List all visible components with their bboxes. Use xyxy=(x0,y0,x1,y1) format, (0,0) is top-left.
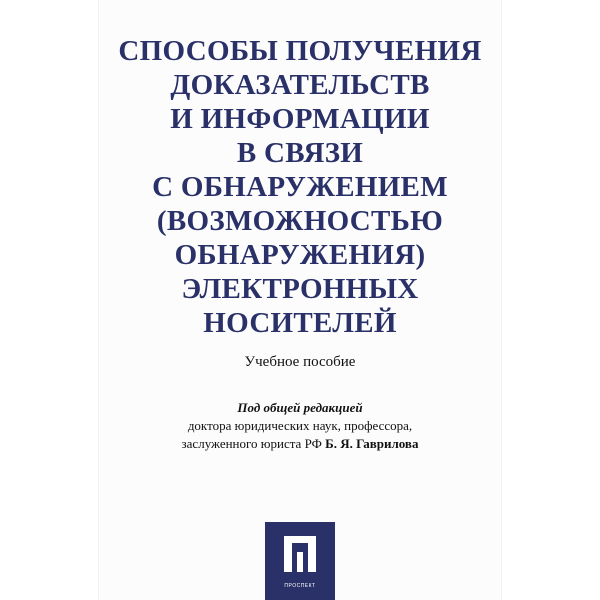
title-line-5: С ОБНАРУЖЕНИЕМ xyxy=(152,171,448,203)
title-line-8: ЭЛЕКТРОННЫХ xyxy=(181,273,419,305)
title-line-4: В СВЯЗИ xyxy=(236,137,364,169)
book-subtitle: Учебное пособие xyxy=(244,354,356,370)
editor-heading: Под общей редакцией xyxy=(237,400,363,415)
prospekt-logo-icon xyxy=(265,522,335,582)
editor-block xyxy=(99,399,501,453)
editor-credentials: доктора юридических наук, профессора, xyxy=(187,418,413,433)
publisher-name: ПРОСПЕКТ xyxy=(284,583,316,589)
editor-name: Б. Я. Гаврилова xyxy=(325,436,419,451)
title-line-1: СПОСОБЫ ПОЛУЧЕНИЯ xyxy=(118,35,482,67)
publisher-logo xyxy=(265,522,335,600)
editor-title-line xyxy=(99,435,501,453)
title-line-3: И ИНФОРМАЦИИ xyxy=(170,103,430,135)
title-line-7: ОБНАРУЖЕНИЯ) xyxy=(174,239,426,271)
title-line-9: НОСИТЕЛЕЙ xyxy=(203,307,397,339)
editor-honorific: заслуженного юриста РФ xyxy=(181,436,326,451)
book-title xyxy=(99,34,501,340)
title-line-6: (ВОЗМОЖНОСТЬЮ xyxy=(156,205,444,237)
title-line-2: ДОКАЗАТЕЛЬСТВ xyxy=(170,69,430,101)
